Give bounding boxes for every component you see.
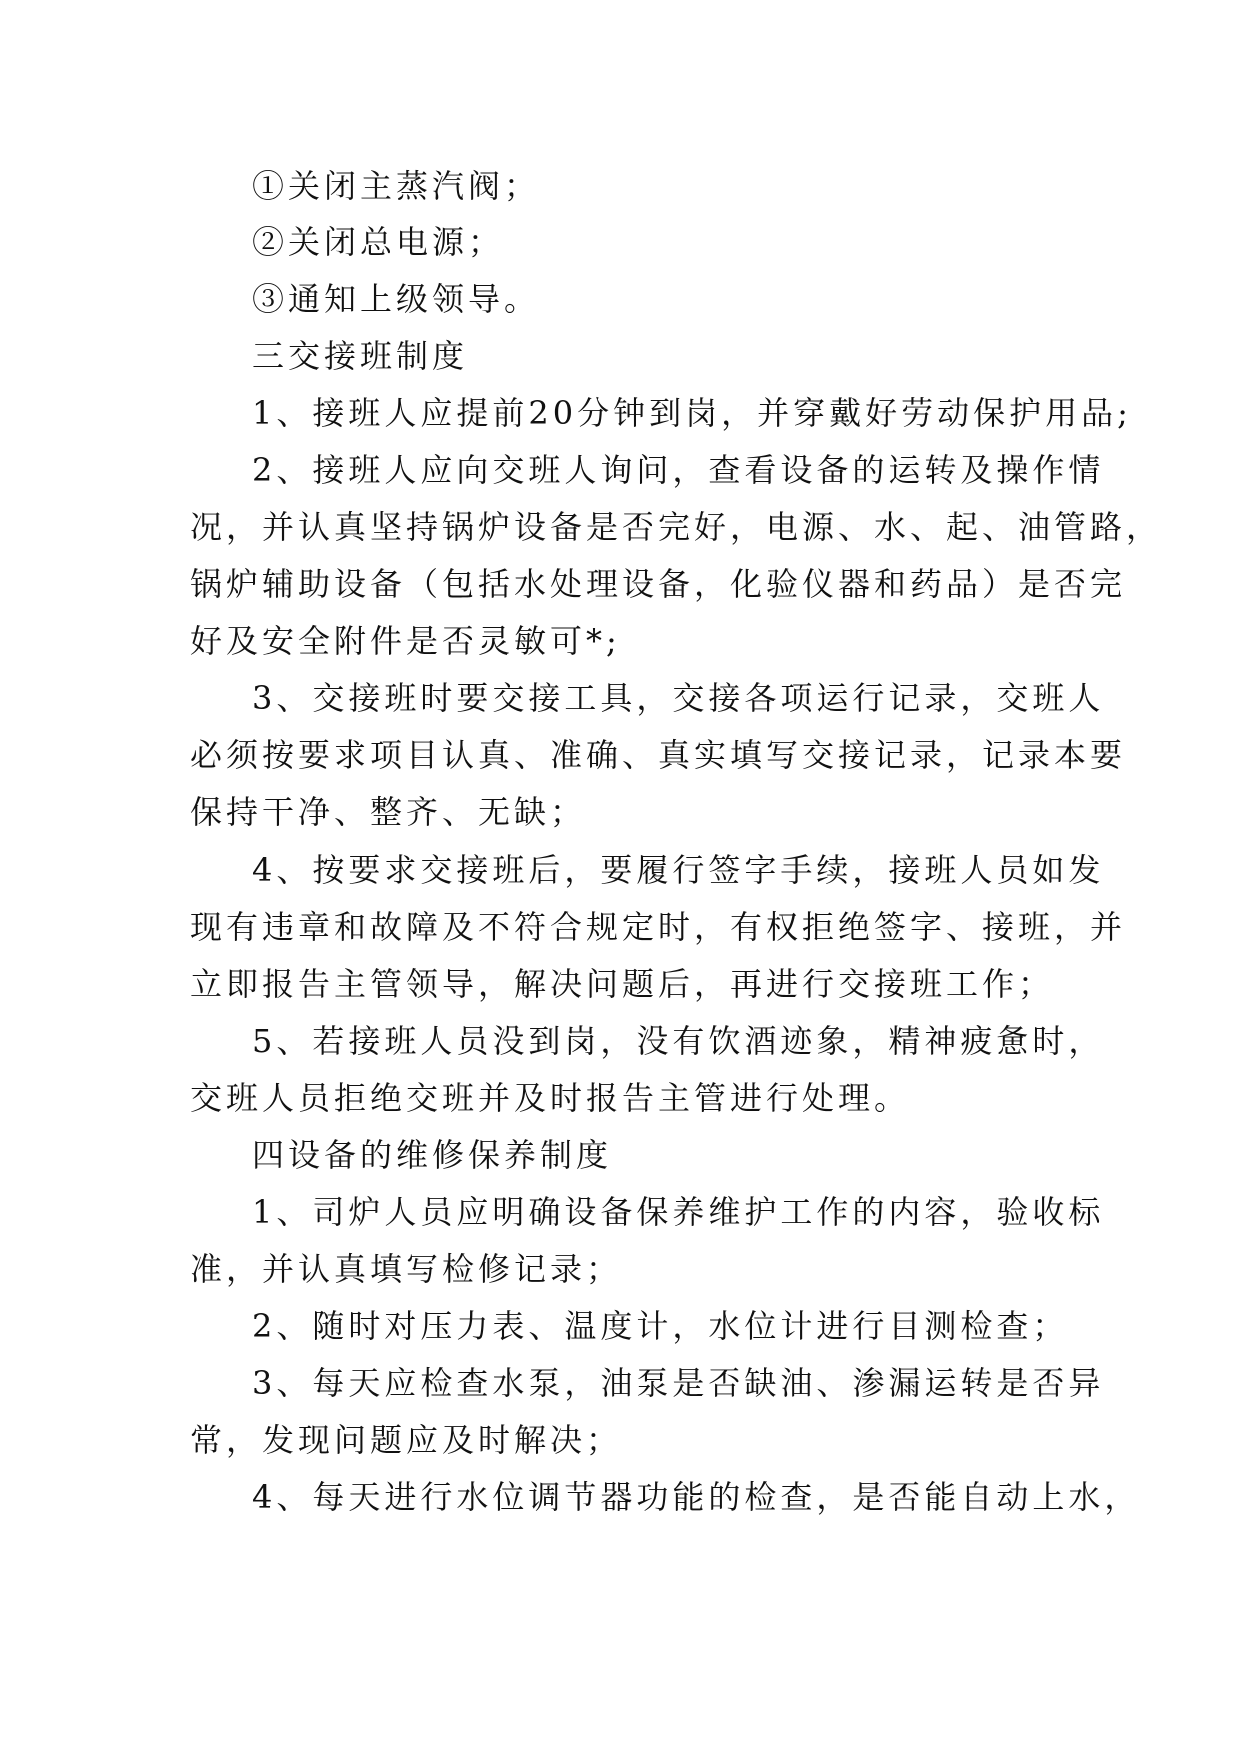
paragraph-line: 2、接班人应向交班人询问，查看设备的运转及操作情	[252, 451, 1105, 489]
paragraph-line: 1、司炉人员应明确设备保养维护工作的内容，验收标	[252, 1193, 1105, 1231]
paragraph-line: 况，并认真坚持锅炉设备是否完好，电源、水、起、油管路，	[190, 508, 1163, 546]
paragraph-line: 5、若接班人员没到岗，没有饮酒迹象，精神疲惫时，	[252, 1022, 1105, 1060]
paragraph-line: 常，发现问题应及时解决；	[190, 1421, 623, 1459]
paragraph-line: 保持干净、整齐、无缺；	[190, 793, 587, 831]
paragraph-line: 3、交接班时要交接工具，交接各项运行记录，交班人	[252, 679, 1105, 717]
paragraph-line: 好及安全附件是否灵敏可*;	[190, 622, 621, 660]
paragraph-line: 准，并认真填写检修记录；	[190, 1250, 623, 1288]
step-notify-superior: ③通知上级领导。	[252, 280, 541, 318]
paragraph-line: 4、按要求交接班后，要履行签字手续，接班人员如发	[252, 851, 1105, 889]
section-heading-maintenance: 四设备的维修保养制度	[252, 1136, 613, 1174]
section-heading-shift-handover: 三交接班制度	[252, 337, 469, 375]
paragraph-line: 3、每天应检查水泵，油泵是否缺油、渗漏运转是否异	[252, 1364, 1105, 1402]
step-close-main-power: ②关闭总电源；	[252, 223, 505, 261]
paragraph-line: 1、接班人应提前20分钟到岗，并穿戴好劳动保护用品;	[252, 394, 1132, 432]
paragraph-line: 交班人员拒绝交班并及时报告主管进行处理。	[190, 1079, 911, 1117]
paragraph-line: 2、随时对压力表、温度计，水位计进行目测检查；	[252, 1307, 1069, 1345]
paragraph-line: 锅炉辅助设备（包括水处理设备，化验仪器和药品）是否完	[190, 565, 1127, 603]
paragraph-line: 立即报告主管领导，解决问题后，再进行交接班工作；	[190, 965, 1055, 1003]
paragraph-line: 必须按要求项目认真、准确、真实填写交接记录，记录本要	[190, 736, 1127, 774]
step-close-main-steam-valve: ①关闭主蒸汽阀；	[252, 167, 541, 205]
paragraph-line: 4、每天进行水位调节器功能的检查，是否能自动上水，	[252, 1478, 1141, 1516]
paragraph-line: 现有违章和故障及不符合规定时，有权拒绝签字、接班，并	[190, 908, 1127, 946]
